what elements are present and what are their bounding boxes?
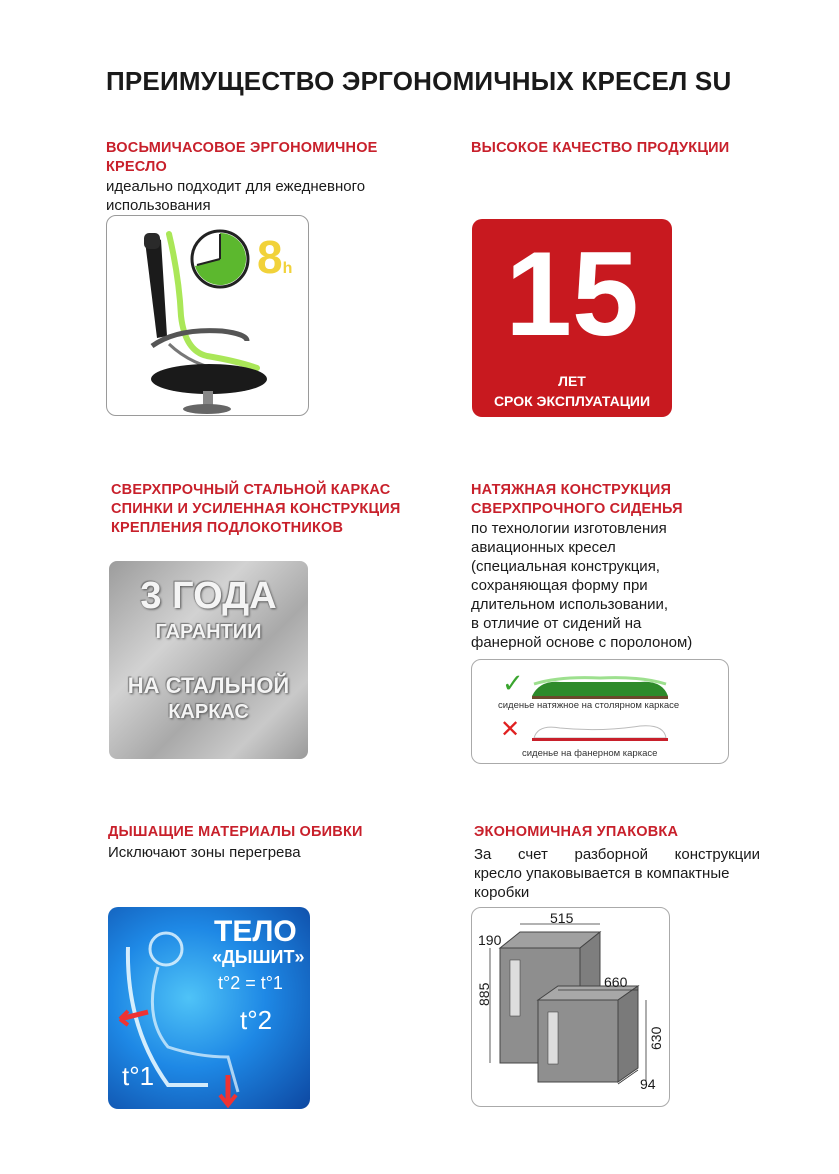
section-8h-text: идеально подходит для ежедневного использования xyxy=(106,178,366,214)
tension-seat-graphic xyxy=(530,674,670,700)
seat-bad-label: сиденье на фанерном каркасе xyxy=(522,748,658,759)
section-seat-text: по технологии изготовления авиационных кресел (специальная конструкция, сохраняющая форму при длительном использовании, в отличие от сидений на фанерной основе с поролоном) xyxy=(471,520,693,651)
section-packaging-heading: ЭКОНОМИЧНАЯ УПАКОВКА xyxy=(474,824,679,840)
temperature-formula: t°2 = t°1 xyxy=(218,973,283,993)
eight-hours-badge: 8h xyxy=(257,231,293,283)
breathes-label: «ДЫШИТ» xyxy=(212,947,305,967)
t2-label: t°2 xyxy=(240,1005,273,1035)
dim-width-1: 515 xyxy=(550,910,574,926)
plywood-seat-graphic xyxy=(530,720,670,744)
packaging-card xyxy=(471,907,670,1107)
section-breathing-text: Исключают зоны перегрева xyxy=(108,844,301,861)
dim-height-1: 885 xyxy=(476,982,492,1006)
section-8h-heading: ВОСЬМИЧАСОВОЕ ЭРГОНОМИЧНОЕ КРЕСЛО xyxy=(106,140,378,175)
check-icon: ✓ xyxy=(502,668,524,698)
section-seat-heading: НАТЯЖНАЯ КОНСТРУКЦИЯ СВЕРХПРОЧНОГО СИДЕНЬЯ xyxy=(471,482,683,517)
fifteen-years-badge xyxy=(472,219,672,417)
cross-icon: ✕ xyxy=(500,716,521,743)
service-life-label: СРОК ЭКСПЛУАТАЦИИ xyxy=(493,393,651,409)
t1-label: t°1 xyxy=(122,1061,155,1091)
seat-comparison-card xyxy=(471,659,729,764)
seat-good-label: сиденье натяжное на столярном каркасе xyxy=(498,700,680,711)
section-steel-heading: СВЕРХПРОЧНЫЙ СТАЛЬНОЙ КАРКАС СПИНКИ И УСИЛЕННАЯ КОНСТРУКЦИЯ КРЕПЛЕНИЯ ПОДЛОКОТНИКОВ xyxy=(111,482,401,536)
dim-width-2: 660 xyxy=(604,974,628,990)
dim-depth-2: 94 xyxy=(640,1076,656,1092)
chair-8h-card xyxy=(106,215,309,416)
dim-height-2: 630 xyxy=(648,1026,664,1050)
section-quality-heading: ВЫСОКОЕ КАЧЕСТВО ПРОДУКЦИИ xyxy=(471,140,730,156)
section-packaging-text: За счет разборной конструкции кресло упаковывается в компактные коробки xyxy=(474,846,760,901)
breathing-body-graphic xyxy=(108,907,310,1109)
clock-icon xyxy=(189,228,251,290)
dim-depth-1: 190 xyxy=(478,932,502,948)
big-number: 15 xyxy=(505,227,639,361)
years-label: ЛЕТ xyxy=(558,373,586,389)
section-breathing-heading: ДЫШАЩИЕ МАТЕРИАЛЫ ОБИВКИ xyxy=(108,824,363,840)
page-title: ПРЕИМУЩЕСТВО ЭРГОНОМИЧНЫХ КРЕСЕЛ SU xyxy=(106,66,732,96)
body-label: ТЕЛО xyxy=(214,915,297,948)
steel-warranty-plate: 3 ГОДА ГАРАНТИИ НА СТАЛЬНОЙ КАРКАС xyxy=(109,561,308,759)
